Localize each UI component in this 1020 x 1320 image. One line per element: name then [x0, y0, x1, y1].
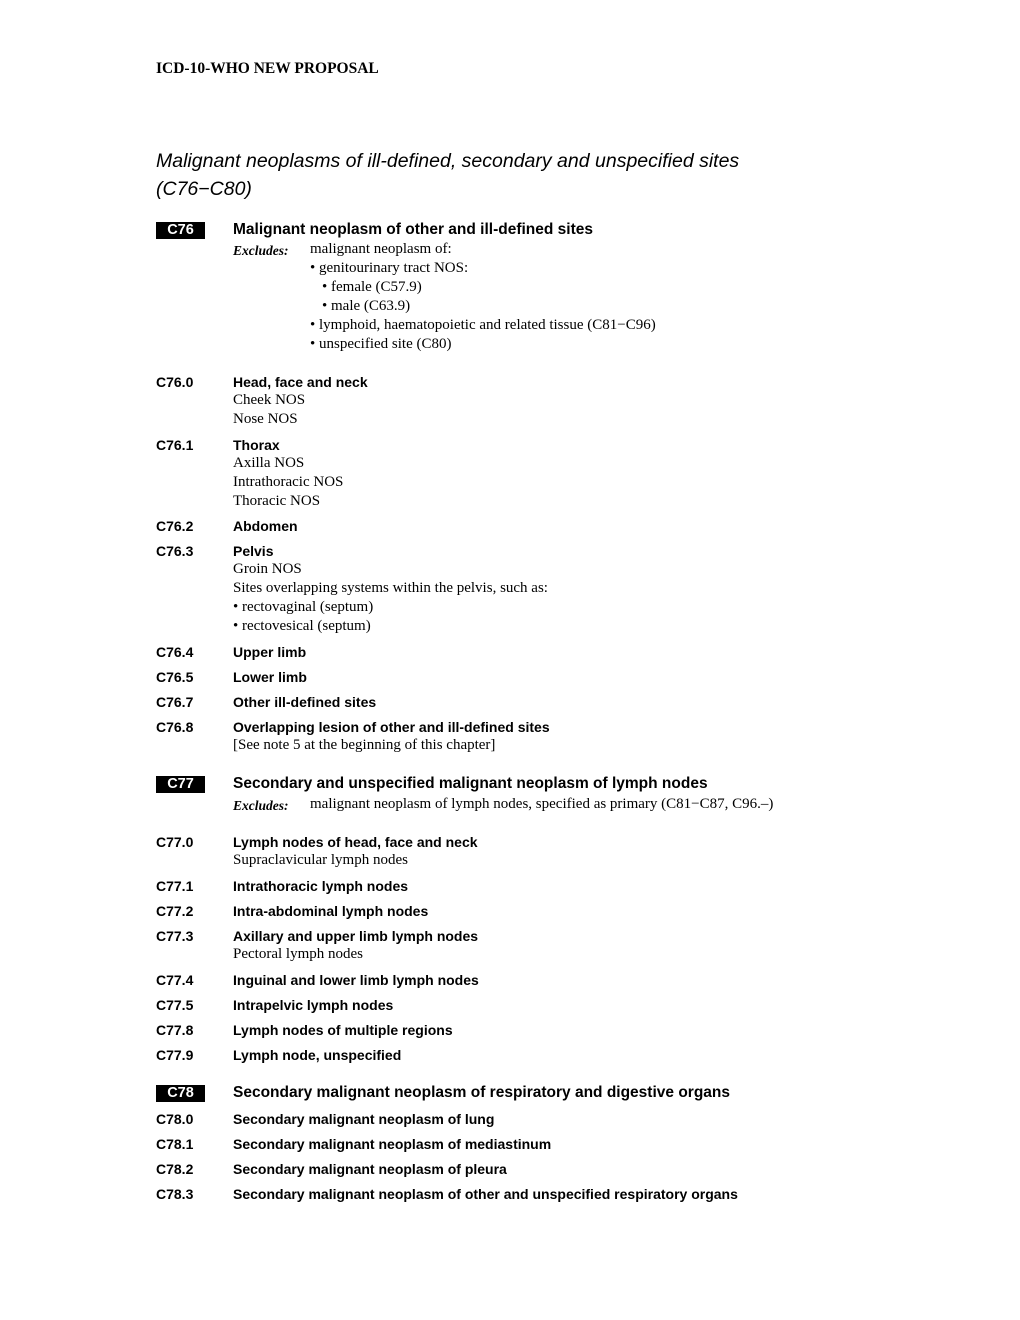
category-title-c78: Secondary malignant neoplasm of respiratory and digestive organs [233, 1084, 730, 1101]
subcategory-code: C77.4 [156, 972, 194, 988]
subcategory-code: C78.3 [156, 1186, 194, 1202]
subcategory-code: C77.1 [156, 878, 194, 894]
subcategory-code: C76.0 [156, 374, 194, 390]
excludes-line: • male (C63.9) [322, 298, 411, 314]
subcategory-code: C76.5 [156, 669, 194, 685]
subcategory-title: Thorax [233, 437, 280, 453]
subcategory-code: C76.4 [156, 644, 194, 660]
subcategory-code: C77.2 [156, 903, 194, 919]
subcategory-title: Intrathoracic lymph nodes [233, 878, 409, 894]
inclusion-term: • rectovesical (septum) [233, 618, 371, 634]
subcategory-title: Secondary malignant neoplasm of lung [233, 1111, 495, 1127]
subcategory-title: Secondary malignant neoplasm of mediastinum [233, 1136, 552, 1152]
inclusion-term: • rectovaginal (septum) [233, 599, 374, 615]
subcategory-title: Intrapelvic lymph nodes [233, 997, 394, 1013]
category-code-badge-c78: C78 [156, 1085, 205, 1102]
inclusion-term: Supraclavicular lymph nodes [233, 852, 408, 868]
subcategory-code: C76.3 [156, 543, 194, 559]
inclusion-term: [See note 5 at the beginning of this chapter] [233, 737, 496, 753]
chapter-title-line-1: Malignant neoplasms of ill-defined, secondary and unspecified sites [156, 150, 740, 172]
subcategory-title: Secondary malignant neoplasm of other and unspecified respiratory organs [233, 1186, 738, 1202]
subcategory-title: Lymph nodes of multiple regions [233, 1022, 453, 1038]
subcategory-code: C78.2 [156, 1161, 194, 1177]
inclusion-term: Groin NOS [233, 561, 302, 577]
subcategory-title: Pelvis [233, 543, 274, 559]
subcategory-title: Other ill-defined sites [233, 694, 377, 710]
inclusion-term: Axilla NOS [233, 455, 305, 471]
subcategory-title: Lower limb [233, 669, 307, 685]
subcategory-title: Upper limb [233, 644, 307, 660]
category-title-c77: Secondary and unspecified malignant neoplasm of lymph nodes [233, 775, 708, 792]
category-code-badge-c76: C76 [156, 222, 205, 239]
subcategory-code: C76.8 [156, 719, 194, 735]
excludes-label: Excludes: [233, 798, 289, 813]
subcategory-code: C77.3 [156, 928, 194, 944]
subcategory-code: C78.0 [156, 1111, 194, 1127]
excludes-line: • lymphoid, haematopoietic and related tissue (C81−C96) [310, 317, 656, 333]
subcategory-code: C76.2 [156, 518, 194, 534]
subcategory-code: C76.7 [156, 694, 194, 710]
subcategory-title: Lymph nodes of head, face and neck [233, 834, 478, 850]
category-title-c76: Malignant neoplasm of other and ill-defined sites [233, 221, 593, 238]
inclusion-term: Nose NOS [233, 411, 298, 427]
subcategory-code: C76.1 [156, 437, 194, 453]
subcategory-title: Overlapping lesion of other and ill-defined sites [233, 719, 550, 735]
excludes-line: • unspecified site (C80) [310, 336, 452, 352]
excludes-line: malignant neoplasm of: [310, 241, 452, 257]
subcategory-code: C77.0 [156, 834, 194, 850]
inclusion-term: Sites overlapping systems within the pelvis, such as: [233, 580, 548, 596]
excludes-label: Excludes: [233, 243, 289, 258]
page-header: ICD-10-WHO NEW PROPOSAL [156, 60, 379, 77]
subcategory-title: Secondary malignant neoplasm of pleura [233, 1161, 507, 1177]
subcategory-title: Inguinal and lower limb lymph nodes [233, 972, 479, 988]
subcategory-code: C77.5 [156, 997, 194, 1013]
inclusion-term: Intrathoracic NOS [233, 474, 344, 490]
subcategory-title: Intra-abdominal lymph nodes [233, 903, 429, 919]
subcategory-title: Abdomen [233, 518, 298, 534]
subcategory-code: C78.1 [156, 1136, 194, 1152]
inclusion-term: Pectoral lymph nodes [233, 946, 363, 962]
excludes-line: • female (C57.9) [322, 279, 422, 295]
chapter-title-line-2: (C76−C80) [156, 178, 252, 200]
category-code-badge-c77: C77 [156, 776, 205, 793]
subcategory-title: Lymph node, unspecified [233, 1047, 402, 1063]
inclusion-term: Thoracic NOS [233, 493, 321, 509]
subcategory-code: C77.9 [156, 1047, 194, 1063]
subcategory-code: C77.8 [156, 1022, 194, 1038]
excludes-line: • genitourinary tract NOS: [310, 260, 469, 276]
inclusion-term: Cheek NOS [233, 392, 306, 408]
subcategory-title: Axillary and upper limb lymph nodes [233, 928, 479, 944]
subcategory-title: Head, face and neck [233, 374, 368, 390]
excludes-line: malignant neoplasm of lymph nodes, specified as primary (C81−C87, C96.–) [310, 796, 774, 812]
